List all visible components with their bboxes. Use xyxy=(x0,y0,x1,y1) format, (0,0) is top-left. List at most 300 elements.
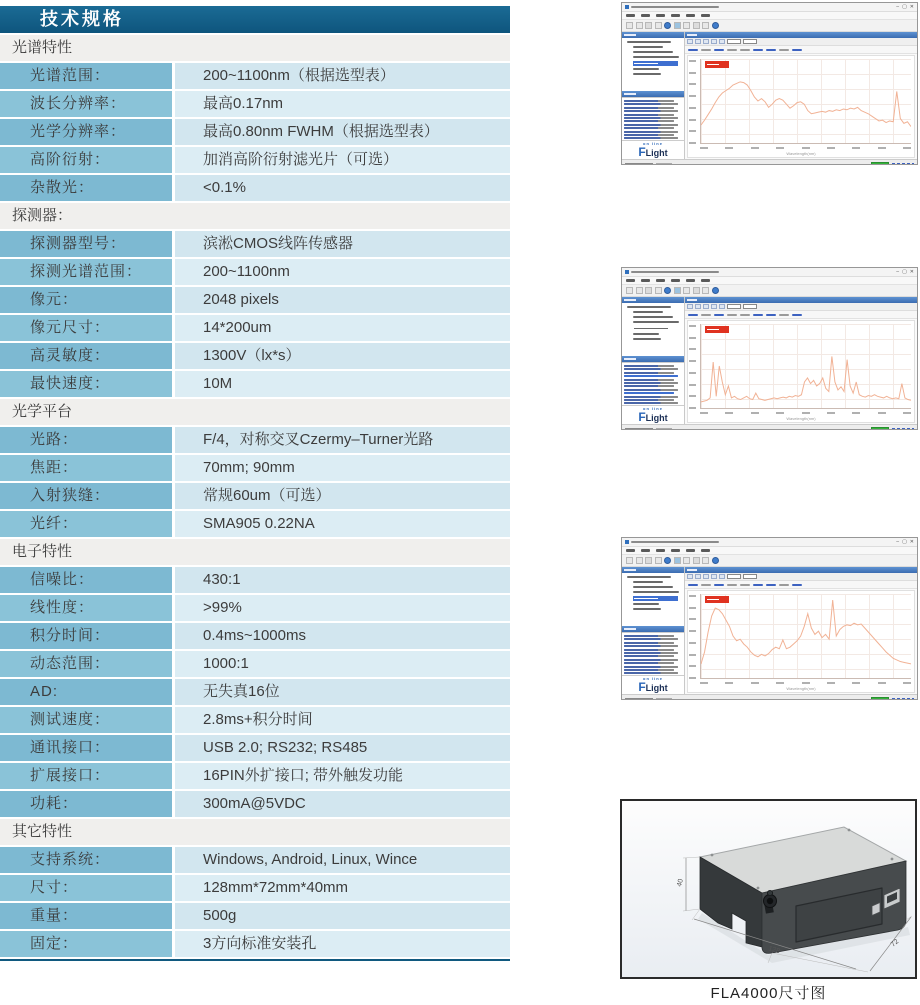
toolbar-icon[interactable] xyxy=(626,287,633,294)
tree-item-selected[interactable] xyxy=(633,61,678,66)
chart-tool-icon[interactable] xyxy=(703,574,709,579)
x-axis-label: Wavelength(nm) xyxy=(786,416,816,421)
spectrum-line xyxy=(701,82,911,127)
chart-panel xyxy=(685,32,917,159)
tree-item-selected[interactable] xyxy=(633,326,678,331)
window-controls[interactable] xyxy=(896,538,914,546)
spectrum-line xyxy=(701,600,911,664)
log-line xyxy=(624,399,674,401)
section-header: 探测器： xyxy=(0,203,510,229)
spec-row xyxy=(0,651,510,677)
log-line xyxy=(624,107,674,109)
spec-value: 滨淞CMOS线阵传感器 xyxy=(175,231,510,257)
toolbar-icon[interactable] xyxy=(683,287,690,294)
spec-label: 波长分辨率： xyxy=(0,91,172,117)
progress-indicator xyxy=(871,162,889,166)
device-tree[interactable] xyxy=(622,38,684,91)
control-chip[interactable] xyxy=(688,314,698,316)
spec-label: 尺寸： xyxy=(0,875,172,901)
tree-item-selected[interactable] xyxy=(633,596,678,601)
menu-item[interactable] xyxy=(701,14,710,17)
chart-tool-icon[interactable] xyxy=(687,39,693,44)
spectrometer-3d-render xyxy=(622,801,915,977)
plot-area xyxy=(687,590,915,693)
spec-value: 3方向标准安装孔 xyxy=(175,931,510,957)
tree-item[interactable] xyxy=(633,316,673,318)
toolbar-icon[interactable] xyxy=(655,557,662,564)
logo-tagline: on line xyxy=(643,141,663,146)
close-icon[interactable]: ✕ xyxy=(909,4,914,10)
maximize-icon[interactable]: ▢ xyxy=(902,539,907,545)
spec-label: 高灵敏度： xyxy=(0,343,172,369)
toolbar-icon[interactable] xyxy=(693,22,700,29)
toolbar-icon[interactable] xyxy=(626,557,633,564)
log-line xyxy=(624,666,678,668)
control-chip[interactable] xyxy=(727,49,737,51)
spec-value: 2048 pixels xyxy=(175,287,510,313)
chart-tool-icon[interactable] xyxy=(687,304,693,309)
log-line xyxy=(624,110,678,112)
chart-toolbar[interactable] xyxy=(685,38,917,46)
toolbar-icon[interactable] xyxy=(683,557,690,564)
control-chip[interactable] xyxy=(688,584,698,586)
status-bar xyxy=(622,694,917,700)
minimize-icon[interactable]: – xyxy=(896,539,900,545)
toolbar[interactable] xyxy=(622,285,917,297)
chart-tab[interactable] xyxy=(743,304,757,309)
log-line xyxy=(624,672,678,674)
section-header: 光谱特性 xyxy=(0,35,510,61)
menu-item[interactable] xyxy=(701,279,710,282)
log-line xyxy=(624,103,678,105)
spec-row xyxy=(0,343,510,369)
tree-item[interactable] xyxy=(633,321,679,323)
toolbar-icon[interactable] xyxy=(626,22,633,29)
spec-row xyxy=(0,931,510,957)
chart-tab[interactable] xyxy=(743,574,757,579)
log-list[interactable] xyxy=(622,97,684,140)
log-line xyxy=(624,389,678,391)
menu-item[interactable] xyxy=(671,14,680,17)
spec-value: 最高0.80nm FWHM（根据选型表） xyxy=(175,119,510,145)
spec-row xyxy=(0,791,510,817)
control-chip[interactable] xyxy=(714,49,724,51)
control-chip[interactable] xyxy=(701,584,711,586)
toolbar-icon[interactable] xyxy=(693,557,700,564)
left-panel xyxy=(622,297,685,424)
tree-item[interactable] xyxy=(627,306,671,308)
control-chip[interactable] xyxy=(779,49,789,51)
logo-rest: Light xyxy=(645,683,668,693)
menu-item[interactable] xyxy=(626,279,635,282)
chart-tab[interactable] xyxy=(727,39,741,44)
menu-item[interactable] xyxy=(641,14,650,17)
section-header: 光学平台 xyxy=(0,399,510,425)
log-line xyxy=(624,124,678,126)
spec-value: Windows, Android, Linux, Wince xyxy=(175,847,510,873)
chart-toolbar[interactable] xyxy=(685,303,917,311)
toolbar[interactable] xyxy=(622,20,917,32)
logo-tagline: on line xyxy=(643,406,663,411)
spec-value: 0.4ms~1000ms xyxy=(175,623,510,649)
spec-label: 光路： xyxy=(0,427,172,453)
tree-item[interactable] xyxy=(633,51,673,53)
spec-row xyxy=(0,63,510,89)
spectrum-plot xyxy=(700,594,911,679)
chart-tab[interactable] xyxy=(727,574,741,579)
toolbar-icon[interactable] xyxy=(712,557,719,564)
control-chip[interactable] xyxy=(714,584,724,586)
spec-label: 动态范围： xyxy=(0,651,172,677)
spec-row xyxy=(0,259,510,285)
toolbar-run-icon[interactable] xyxy=(664,287,671,294)
spec-row xyxy=(0,231,510,257)
spec-row xyxy=(0,147,510,173)
toolbar-icon[interactable] xyxy=(645,557,652,564)
spectrum-curve xyxy=(701,59,911,143)
chart-tool-icon[interactable] xyxy=(711,39,717,44)
spec-label: 光谱范围： xyxy=(0,63,172,89)
toolbar-icon[interactable] xyxy=(702,22,709,29)
toolbar-icon[interactable] xyxy=(702,287,709,294)
log-line xyxy=(624,662,674,664)
control-chip[interactable] xyxy=(688,49,698,51)
progress-indicator xyxy=(871,697,889,701)
spec-row xyxy=(0,427,510,453)
tree-item[interactable] xyxy=(633,56,679,58)
x-axis-label: Wavelength(nm) xyxy=(786,151,816,156)
tree-item[interactable] xyxy=(633,586,673,588)
log-line xyxy=(624,402,678,404)
left-panel xyxy=(622,32,685,159)
spec-value: 加消高阶衍射滤光片（可选） xyxy=(175,147,510,173)
spec-label: 探测光谱范围： xyxy=(0,259,172,285)
chart-tab[interactable] xyxy=(727,304,741,309)
app-icon xyxy=(625,540,629,544)
app-icon xyxy=(625,5,629,9)
toolbar-icon[interactable] xyxy=(712,287,719,294)
window-controls[interactable] xyxy=(896,268,914,276)
logo-tagline: on line xyxy=(643,676,663,681)
chart-tool-icon[interactable] xyxy=(695,574,701,579)
window-title-bar xyxy=(622,268,917,277)
spec-label: 支持系统： xyxy=(0,847,172,873)
spec-label: 像元尺寸： xyxy=(0,315,172,341)
tree-item[interactable] xyxy=(633,68,659,70)
toolbar-icon[interactable] xyxy=(645,22,652,29)
y-axis-ticks xyxy=(689,595,698,679)
spec-row xyxy=(0,567,510,593)
spec-value: >99% xyxy=(175,595,510,621)
close-icon[interactable]: ✕ xyxy=(909,539,914,545)
control-chip[interactable] xyxy=(740,314,750,316)
logo-f: F xyxy=(638,410,646,424)
control-chip[interactable] xyxy=(792,314,802,316)
menu-item[interactable] xyxy=(656,14,665,17)
spec-label: 光纤： xyxy=(0,511,172,537)
spec-row xyxy=(0,371,510,397)
chart-tool-icon[interactable] xyxy=(711,574,717,579)
y-axis-ticks xyxy=(689,325,698,409)
chart-panel xyxy=(685,297,917,424)
toolbar-icon[interactable] xyxy=(655,287,662,294)
status-links[interactable] xyxy=(892,428,914,430)
menu-item[interactable] xyxy=(686,279,695,282)
menu-item[interactable] xyxy=(701,549,710,552)
log-line xyxy=(624,392,674,394)
toolbar-run-icon[interactable] xyxy=(664,557,671,564)
toolbar-icon[interactable] xyxy=(636,22,643,29)
log-list[interactable] xyxy=(622,632,684,675)
menu-bar[interactable] xyxy=(622,12,917,20)
spec-row xyxy=(0,91,510,117)
toolbar-icon[interactable] xyxy=(674,557,681,564)
spec-rows xyxy=(0,35,510,957)
control-chip[interactable] xyxy=(714,314,724,316)
spec-label: 杂散光： xyxy=(0,175,172,201)
spec-label: 光学分辨率： xyxy=(0,119,172,145)
log-line xyxy=(624,372,674,374)
chart-tool-icon[interactable] xyxy=(695,39,701,44)
window-title-text xyxy=(631,271,719,273)
control-chip[interactable] xyxy=(753,314,763,316)
dim-length-label: 128 xyxy=(767,945,781,956)
spec-value: 2.8ms+积分时间 xyxy=(175,707,510,733)
tree-item[interactable] xyxy=(633,591,679,593)
tree-item[interactable] xyxy=(633,581,663,583)
spec-row xyxy=(0,287,510,313)
tree-item[interactable] xyxy=(633,603,659,605)
chart-controls[interactable] xyxy=(685,311,917,319)
spec-value: 无失真16位 xyxy=(175,679,510,705)
spec-value: 200~1100nm（根据选型表） xyxy=(175,63,510,89)
toolbar-icon[interactable] xyxy=(674,287,681,294)
log-line xyxy=(624,645,678,647)
log-line xyxy=(624,649,674,651)
spec-value: 128mm*72mm*40mm xyxy=(175,875,510,901)
toolbar-icon[interactable] xyxy=(683,22,690,29)
status-bar xyxy=(622,424,917,430)
left-panel xyxy=(622,567,685,694)
log-line xyxy=(624,379,674,381)
control-chip[interactable] xyxy=(779,584,789,586)
menu-item[interactable] xyxy=(671,549,680,552)
maximize-icon[interactable]: ▢ xyxy=(902,4,907,10)
spectrum-plot xyxy=(700,59,911,144)
menu-item[interactable] xyxy=(656,549,665,552)
spec-row xyxy=(0,875,510,901)
dim-width-label: 72 xyxy=(889,938,901,949)
menu-item[interactable] xyxy=(626,14,635,17)
close-icon[interactable]: ✕ xyxy=(909,269,914,275)
toolbar[interactable] xyxy=(622,555,917,567)
spec-value: 1300V（lx*s） xyxy=(175,343,510,369)
control-chip[interactable] xyxy=(701,49,711,51)
spec-label: 固定： xyxy=(0,931,172,957)
spectrum-line xyxy=(701,356,911,401)
toolbar-icon[interactable] xyxy=(655,22,662,29)
spectrum-curve xyxy=(701,594,911,678)
dim-height-label: 40 xyxy=(676,878,685,888)
control-chip[interactable] xyxy=(766,49,776,51)
menu-bar[interactable] xyxy=(622,277,917,285)
log-line xyxy=(624,635,674,637)
chart-tool-icon[interactable] xyxy=(703,304,709,309)
log-line xyxy=(624,642,674,644)
tree-item[interactable] xyxy=(633,73,661,75)
control-chip[interactable] xyxy=(753,584,763,586)
chart-tool-icon[interactable] xyxy=(695,304,701,309)
menu-item[interactable] xyxy=(641,549,650,552)
control-chip[interactable] xyxy=(727,584,737,586)
chart-toolbar[interactable] xyxy=(685,573,917,581)
toolbar-icon[interactable] xyxy=(693,287,700,294)
spec-row xyxy=(0,903,510,929)
minimize-icon[interactable]: – xyxy=(896,4,900,10)
spec-row xyxy=(0,483,510,509)
control-chip[interactable] xyxy=(766,584,776,586)
menu-item[interactable] xyxy=(671,279,680,282)
menu-item[interactable] xyxy=(686,549,695,552)
spec-value: SMA905 0.22NA xyxy=(175,511,510,537)
device-tree[interactable] xyxy=(622,303,684,356)
spec-label: 焦距： xyxy=(0,455,172,481)
device-tree[interactable] xyxy=(622,573,684,626)
chart-tool-icon[interactable] xyxy=(687,574,693,579)
section-header: 电子特性 xyxy=(0,539,510,565)
spec-row xyxy=(0,455,510,481)
spec-value: 最高0.17nm xyxy=(175,91,510,117)
spec-value: 14*200um xyxy=(175,315,510,341)
tree-item[interactable] xyxy=(633,333,659,335)
tree-item[interactable] xyxy=(633,311,663,313)
toolbar-icon[interactable] xyxy=(636,287,643,294)
flight-logo xyxy=(622,140,684,159)
spec-label: 重量： xyxy=(0,903,172,929)
spec-row xyxy=(0,119,510,145)
spec-label: 信噪比： xyxy=(0,567,172,593)
tree-item[interactable] xyxy=(627,41,671,43)
spec-label: 线性度： xyxy=(0,595,172,621)
spec-value: 常规60um（可选） xyxy=(175,483,510,509)
toolbar-icon[interactable] xyxy=(636,557,643,564)
status-bar xyxy=(622,159,917,165)
tree-item[interactable] xyxy=(633,608,661,610)
toolbar-icon[interactable] xyxy=(712,22,719,29)
spec-value: 16PIN外扩接口; 带外触发功能 xyxy=(175,763,510,789)
tree-item[interactable] xyxy=(633,338,661,340)
legend-badge xyxy=(705,596,729,603)
menu-bar[interactable] xyxy=(622,547,917,555)
status-links[interactable] xyxy=(892,698,914,700)
window-title-bar xyxy=(622,3,917,12)
log-line xyxy=(624,100,674,102)
chart-controls[interactable] xyxy=(685,46,917,54)
toolbar-icon[interactable] xyxy=(645,287,652,294)
log-line xyxy=(624,638,678,640)
spec-label: 积分时间： xyxy=(0,623,172,649)
window-title-bar xyxy=(622,538,917,547)
control-chip[interactable] xyxy=(727,314,737,316)
spec-label: 入射狭缝： xyxy=(0,483,172,509)
log-line xyxy=(624,396,678,398)
control-chip[interactable] xyxy=(792,49,802,51)
spec-row xyxy=(0,763,510,789)
control-chip[interactable] xyxy=(740,49,750,51)
spec-row xyxy=(0,175,510,201)
menu-item[interactable] xyxy=(641,279,650,282)
spec-label: 高阶衍射： xyxy=(0,147,172,173)
log-list[interactable] xyxy=(622,362,684,405)
spec-label: 最快速度： xyxy=(0,371,172,397)
chart-tab[interactable] xyxy=(743,39,757,44)
spec-row xyxy=(0,315,510,341)
spec-row xyxy=(0,511,510,537)
control-chip[interactable] xyxy=(701,314,711,316)
window-controls[interactable] xyxy=(896,3,914,11)
flight-logo xyxy=(622,405,684,424)
control-chip[interactable] xyxy=(792,584,802,586)
menu-item[interactable] xyxy=(656,279,665,282)
chart-tool-icon[interactable] xyxy=(719,574,725,579)
chart-tool-icon[interactable] xyxy=(711,304,717,309)
status-links[interactable] xyxy=(892,163,914,165)
menu-item[interactable] xyxy=(626,549,635,552)
chart-tool-icon[interactable] xyxy=(719,304,725,309)
toolbar-run-icon[interactable] xyxy=(664,22,671,29)
chart-controls[interactable] xyxy=(685,581,917,589)
tree-item[interactable] xyxy=(627,576,671,578)
chart-tool-icon[interactable] xyxy=(719,39,725,44)
menu-item[interactable] xyxy=(686,14,695,17)
spec-label: 测试速度： xyxy=(0,707,172,733)
spec-label: 扩展接口： xyxy=(0,763,172,789)
chart-tool-icon[interactable] xyxy=(703,39,709,44)
progress-indicator xyxy=(871,427,889,431)
log-line xyxy=(624,137,678,139)
x-axis-ticks xyxy=(700,147,911,149)
spec-value: F/4，对称交叉Czermy–Turner光路 xyxy=(175,427,510,453)
legend-badge xyxy=(705,61,729,68)
tree-item[interactable] xyxy=(633,46,663,48)
control-chip[interactable] xyxy=(740,584,750,586)
minimize-icon[interactable]: – xyxy=(896,269,900,275)
table-bottom-border xyxy=(0,959,510,961)
spec-row xyxy=(0,679,510,705)
control-chip[interactable] xyxy=(766,314,776,316)
spec-value: 500g xyxy=(175,903,510,929)
x-axis-ticks xyxy=(700,682,911,684)
spec-value: 300mA@5VDC xyxy=(175,791,510,817)
log-line xyxy=(624,385,674,387)
spec-label: 通讯接口： xyxy=(0,735,172,761)
toolbar-icon[interactable] xyxy=(702,557,709,564)
spec-value: 10M xyxy=(175,371,510,397)
control-chip[interactable] xyxy=(753,49,763,51)
control-chip[interactable] xyxy=(779,314,789,316)
software-screenshot-2 xyxy=(621,267,918,430)
maximize-icon[interactable]: ▢ xyxy=(902,269,907,275)
spectrum-plot xyxy=(700,324,911,409)
logo-rest: Light xyxy=(645,148,668,158)
plot-area xyxy=(687,320,915,423)
software-screenshot-1 xyxy=(621,2,918,165)
legend-badge xyxy=(705,326,729,333)
figure-caption: FLA4000尺寸图 xyxy=(710,985,827,1002)
toolbar-icon[interactable] xyxy=(674,22,681,29)
table-title: 技术规格 xyxy=(0,6,510,33)
chart-panel xyxy=(685,567,917,694)
